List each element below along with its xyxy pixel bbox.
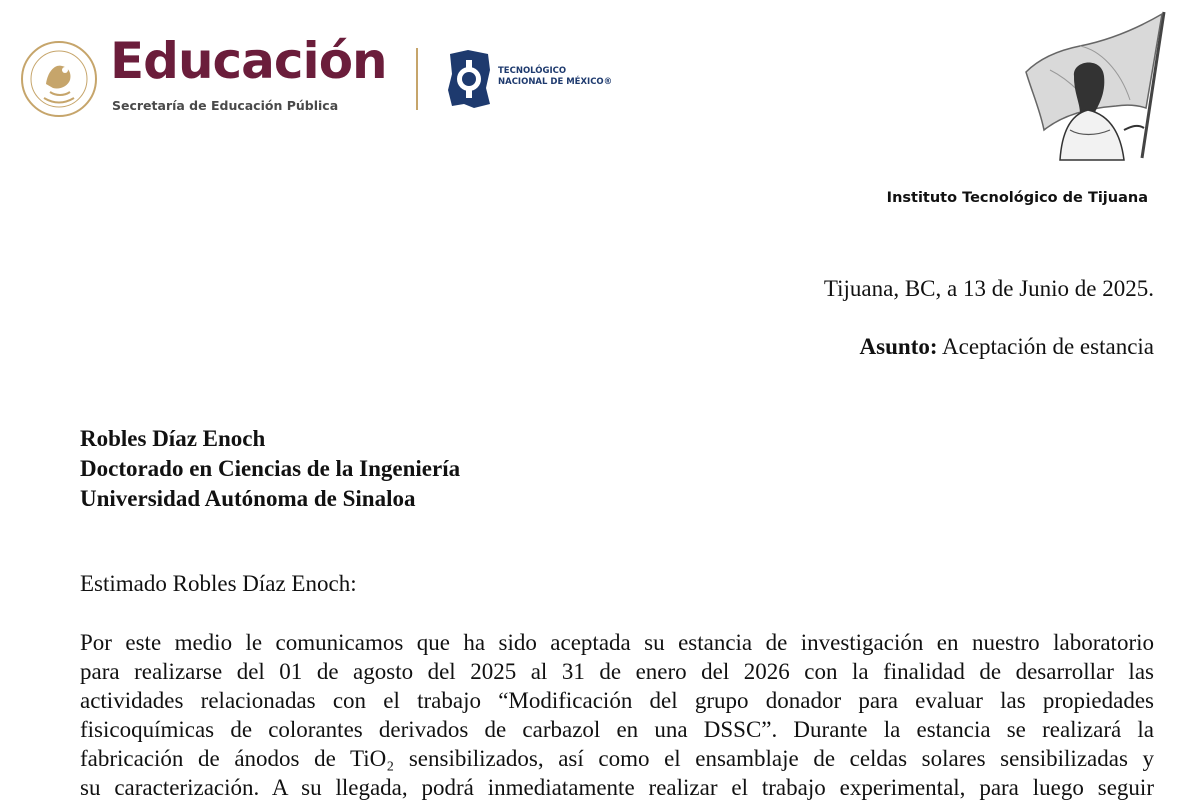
addressee-block	[80, 424, 460, 514]
education-logo-title: Educación	[110, 32, 387, 90]
subject-label: Asunto:	[859, 334, 938, 359]
body-line: para realizarse del 01 de agosto del 2025 al 31 de enero del 2026 con la finalidad de desarrollar las	[80, 659, 1154, 684]
logo-divider	[416, 48, 418, 110]
woman-with-flag-illustration	[1020, 10, 1170, 162]
coat-of-arms-seal	[20, 40, 98, 118]
body-line: fabricación de ánodos de TiO₂ sensibilizados, así como el ensamblaje de celdas solares sensibilizadas y	[80, 746, 1154, 771]
tecnm-logo-line2: NACIONAL DE MÉXICO®	[498, 76, 613, 87]
tecnm-logo-line1: TECNOLÓGICO	[498, 66, 567, 76]
addressee-university: Universidad Autónoma de Sinaloa	[80, 486, 416, 511]
education-logo-subtitle: Secretaría de Educación Pública	[112, 98, 339, 113]
letter-date: Tijuana, BC, a 13 de Junio de 2025.	[823, 276, 1154, 301]
body-line: fisicoquímicas de colorantes derivados de carbazol en una DSSC”. Durante la estancia se realizará la	[80, 717, 1154, 742]
subject-text: Aceptación de estancia	[942, 334, 1154, 359]
body-line: actividades relacionadas con el trabajo “Modificación del grupo donador para evaluar las propiedades	[80, 688, 1154, 713]
tecnm-gear-logo	[446, 48, 492, 110]
letter-body-paragraph	[80, 628, 1154, 802]
body-line: su caracterización. A su llegada, podrá inmediatamente realizar el trabajo experimental, para luego seguir	[80, 775, 1154, 800]
addressee-name: Robles Díaz Enoch	[80, 426, 266, 451]
institute-name: Instituto Tecnológico de Tijuana	[886, 190, 1148, 206]
tecnm-logo-text	[498, 66, 612, 87]
letter-greeting: Estimado Robles Díaz Enoch:	[80, 571, 357, 596]
addressee-program: Doctorado en Ciencias de la Ingeniería	[80, 456, 461, 481]
body-line: Por este medio le comunicamos que ha sido aceptada su estancia de investigación en nuestro laboratorio	[80, 630, 1154, 655]
letter-subject	[860, 334, 1154, 360]
